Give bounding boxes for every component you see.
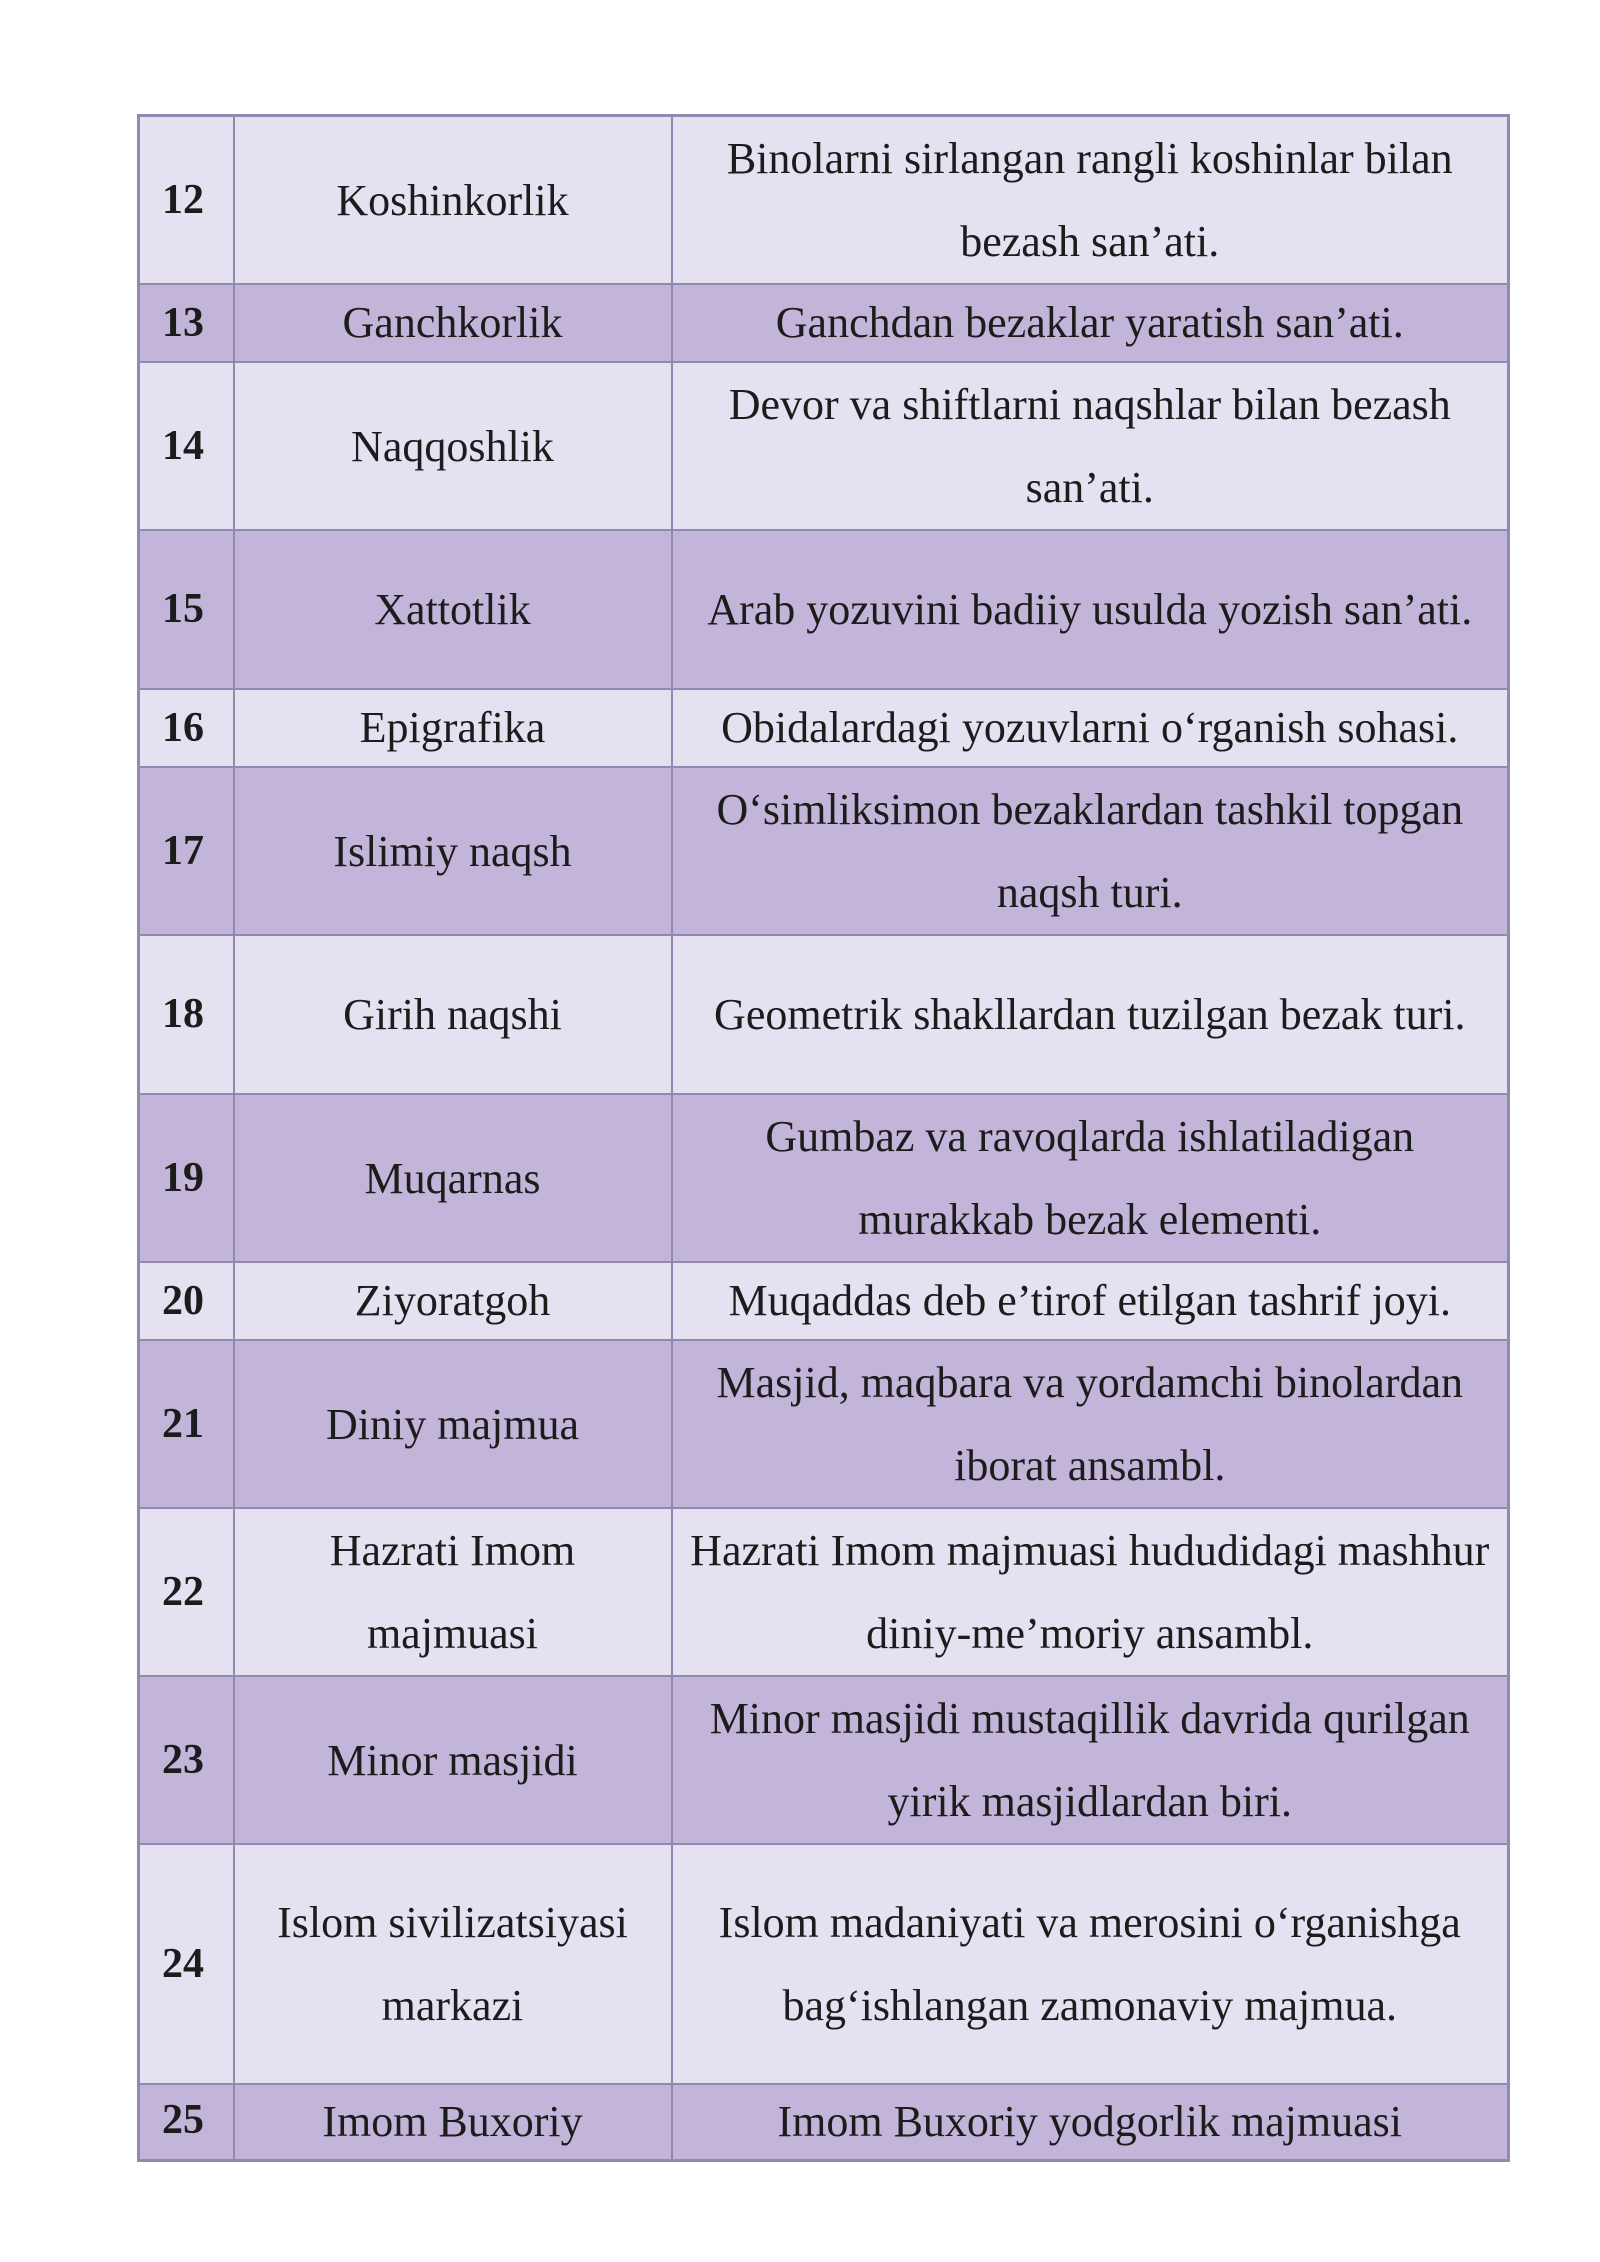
term-cell: Minor masjidi bbox=[234, 1676, 672, 1844]
table-row bbox=[139, 1262, 1509, 1340]
term-cell: Ziyoratgoh bbox=[234, 1262, 672, 1340]
term-cell: Islom sivilizatsiyasi markazi bbox=[234, 1844, 672, 2084]
definition-cell: O‘simliksimon bezaklardan tashkil topgan naqsh turi. bbox=[672, 767, 1509, 935]
table-row bbox=[139, 530, 1509, 689]
term-cell: Hazrati Imom majmuasi bbox=[234, 1508, 672, 1676]
definition-cell: Muqaddas deb e’tirof etilgan tashrif joyi. bbox=[672, 1262, 1509, 1340]
row-number: 13 bbox=[139, 284, 234, 362]
row-number: 23 bbox=[139, 1676, 234, 1844]
term-cell: Naqqoshlik bbox=[234, 362, 672, 530]
definition-cell: Islom madaniyati va merosini o‘rganishga bag‘ishlangan zamonaviy majmua. bbox=[672, 1844, 1509, 2084]
definition-cell: Binolarni sirlangan rangli koshinlar bilan bezash san’ati. bbox=[672, 116, 1509, 285]
table-row bbox=[139, 362, 1509, 530]
table-row bbox=[139, 284, 1509, 362]
definition-cell: Geometrik shakllardan tuzilgan bezak turi. bbox=[672, 935, 1509, 1094]
definition-cell: Devor va shiftlarni naqshlar bilan bezash san’ati. bbox=[672, 362, 1509, 530]
glossary-table bbox=[137, 114, 1510, 2162]
table-row bbox=[139, 689, 1509, 767]
row-number: 17 bbox=[139, 767, 234, 935]
definition-cell: Minor masjidi mustaqillik davrida qurilgan yirik masjidlardan biri. bbox=[672, 1676, 1509, 1844]
row-number: 12 bbox=[139, 116, 234, 285]
row-number: 16 bbox=[139, 689, 234, 767]
definition-cell: Obidalardagi yozuvlarni o‘rganish sohasi. bbox=[672, 689, 1509, 767]
definition-cell: Hazrati Imom majmuasi hududidagi mashhur diniy-me’moriy ansambl. bbox=[672, 1508, 1509, 1676]
table-row bbox=[139, 2084, 1509, 2160]
term-cell: Imom Buxoriy bbox=[234, 2084, 672, 2160]
term-cell: Diniy majmua bbox=[234, 1340, 672, 1508]
row-number: 24 bbox=[139, 1844, 234, 2084]
row-number: 14 bbox=[139, 362, 234, 530]
term-cell: Girih naqshi bbox=[234, 935, 672, 1094]
term-cell: Koshinkorlik bbox=[234, 116, 672, 285]
term-cell: Islimiy naqsh bbox=[234, 767, 672, 935]
table-row bbox=[139, 767, 1509, 935]
definition-cell: Ganchdan bezaklar yaratish san’ati. bbox=[672, 284, 1509, 362]
row-number: 25 bbox=[139, 2084, 234, 2160]
term-cell: Xattotlik bbox=[234, 530, 672, 689]
table-row bbox=[139, 935, 1509, 1094]
row-number: 22 bbox=[139, 1508, 234, 1676]
definition-cell: Masjid, maqbara va yordamchi binolardan iborat ansambl. bbox=[672, 1340, 1509, 1508]
table-row bbox=[139, 1844, 1509, 2084]
row-number: 18 bbox=[139, 935, 234, 1094]
table-row bbox=[139, 1676, 1509, 1844]
term-cell: Muqarnas bbox=[234, 1094, 672, 1262]
table-row bbox=[139, 1094, 1509, 1262]
table-row bbox=[139, 1340, 1509, 1508]
row-number: 15 bbox=[139, 530, 234, 689]
definition-cell: Imom Buxoriy yodgorlik majmuasi bbox=[672, 2084, 1509, 2160]
term-cell: Epigrafika bbox=[234, 689, 672, 767]
table-row bbox=[139, 116, 1509, 285]
definition-cell: Arab yozuvini badiiy usulda yozish san’ati. bbox=[672, 530, 1509, 689]
row-number: 20 bbox=[139, 1262, 234, 1340]
term-cell: Ganchkorlik bbox=[234, 284, 672, 362]
definition-cell: Gumbaz va ravoqlarda ishlatiladigan murakkab bezak elementi. bbox=[672, 1094, 1509, 1262]
row-number: 21 bbox=[139, 1340, 234, 1508]
row-number: 19 bbox=[139, 1094, 234, 1262]
table-row bbox=[139, 1508, 1509, 1676]
